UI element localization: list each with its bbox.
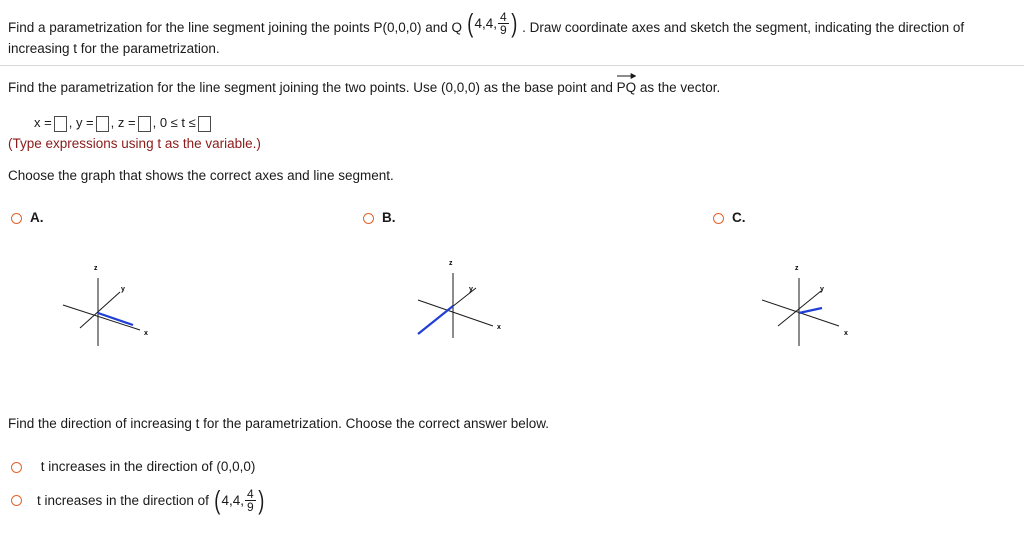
t-upper-bound-box[interactable] [198, 116, 211, 132]
option-b-label: B. [382, 210, 396, 225]
graph-c-x-label: x [844, 330, 848, 337]
graph-b-x-label: x [497, 324, 501, 331]
option-a[interactable] [11, 210, 44, 225]
point-q-prefix: 4,4, [474, 15, 497, 31]
vector-arrow-icon [617, 73, 637, 79]
option-c-radio[interactable] [713, 213, 724, 224]
option-b-radio[interactable] [363, 213, 374, 224]
graph-b-segment [418, 306, 453, 334]
vector-pq [617, 80, 637, 95]
direction-option-1-label: t increases in the direction of (0,0,0) [40, 459, 256, 474]
range-label: , 0 ≤ t ≤ [152, 115, 196, 130]
z-label: , z = [110, 115, 136, 130]
parametrization-inputs [34, 115, 213, 132]
graph-a-x-label: x [144, 330, 148, 337]
point-q [466, 10, 519, 36]
direction-option-2-radio[interactable] [11, 495, 22, 506]
direction-option-2-point [213, 487, 266, 513]
section-divider [0, 65, 1024, 66]
y-label: , y = [68, 115, 94, 130]
open-paren: ( [467, 8, 474, 38]
option-a-label: A. [30, 210, 44, 225]
part2-prompt: Choose the graph that shows the correct axes and line segment. [8, 168, 394, 183]
option-c[interactable] [713, 210, 746, 225]
direction-option-1-radio[interactable] [11, 462, 22, 473]
z-answer-box[interactable] [138, 116, 151, 132]
graph-a-y-label: y [121, 286, 125, 293]
graph-a-y-axis [80, 292, 120, 328]
fraction-numerator: 4 [499, 9, 507, 24]
close-paren: ) [258, 485, 265, 515]
graph-c [756, 258, 856, 350]
graph-a [55, 258, 155, 350]
point-q-fraction [498, 11, 509, 36]
open-paren: ( [214, 485, 221, 515]
point-prefix: 4,4, [221, 492, 245, 508]
close-paren: ) [510, 8, 518, 38]
graph-c-segment [799, 308, 822, 313]
direction-option-1[interactable] [11, 459, 255, 474]
fraction-denominator: 9 [247, 499, 254, 514]
graph-b-y-label: y [469, 286, 473, 293]
graph-c-z-label: z [795, 265, 799, 272]
problem-intro-line2: increasing t for the parametrization. [8, 41, 220, 56]
fraction-numerator: 4 [247, 486, 254, 501]
graph-a-segment [98, 313, 133, 325]
x-label: x = [34, 115, 52, 130]
option-a-radio[interactable] [11, 213, 22, 224]
part3-prompt: Find the direction of increasing t for the parametrization. Choose the correct answer below. [8, 416, 550, 431]
x-answer-box[interactable] [54, 116, 67, 132]
graph-b-z-label: z [449, 260, 453, 267]
part1-instruction [8, 80, 720, 95]
direction-option-2[interactable] [11, 487, 265, 513]
option-b[interactable] [363, 210, 396, 225]
problem-intro-after: . Draw coordinate axes and sketch the segment, indicating the direction of [522, 20, 965, 35]
vector-label: PQ [616, 80, 637, 95]
input-hint: (Type expressions using t as the variable.) [8, 136, 261, 151]
problem-intro-text: Find a parametrization for the line segment joining the points P(0,0,0) and Q [8, 20, 463, 35]
fraction-denominator: 9 [499, 22, 507, 37]
option-c-label: C. [732, 210, 746, 225]
problem-statement [8, 10, 964, 36]
part1-instruction-text: Find the parametrization for the line segment joining the two points. Use (0,0,0) as the base point and [8, 80, 613, 95]
y-answer-box[interactable] [96, 116, 109, 132]
point-fraction [245, 488, 256, 513]
part1-instruction-after: as the vector. [639, 80, 721, 95]
graph-a-z-label: z [94, 265, 98, 272]
direction-option-2-label: t increases in the direction of [37, 492, 209, 508]
graph-c-y-label: y [820, 286, 824, 293]
graph-b [408, 258, 508, 350]
